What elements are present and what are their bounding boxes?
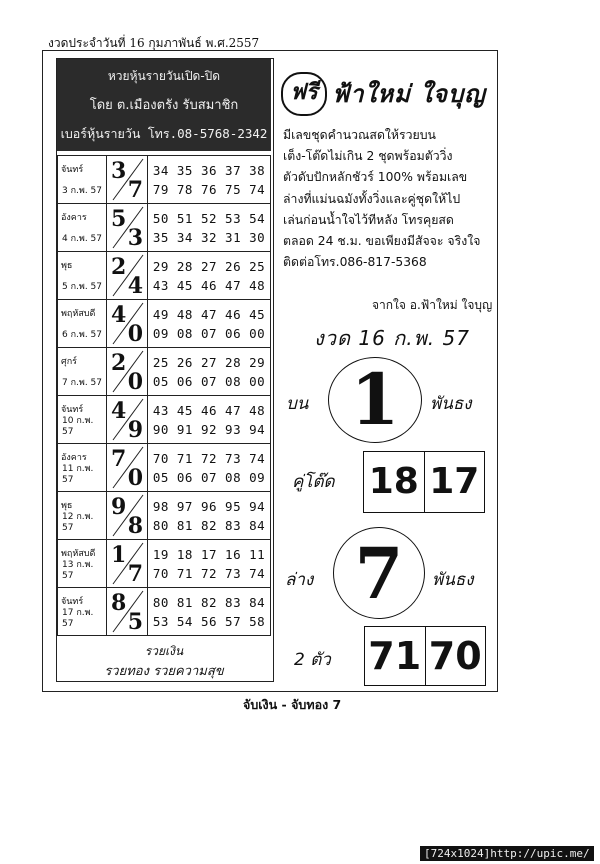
left-footer-line2: รวยทอง รวยความสุข (104, 664, 224, 679)
numbers-line-2: 35 34 32 31 30 (152, 229, 266, 245)
top-digit: 4 (111, 302, 127, 328)
numbers-line-2: 53 54 56 57 58 (152, 613, 266, 629)
table-row (58, 444, 271, 492)
left-footer (57, 640, 271, 680)
day-cell (58, 300, 107, 348)
day-cell (58, 156, 107, 204)
numbers-line-1: 50 51 52 53 54 (152, 210, 266, 226)
two-digit-box (364, 626, 486, 686)
digit-pair-cell (107, 300, 148, 348)
table-row (58, 204, 271, 252)
watermark: [724x1024]http://upic.me/ (420, 846, 594, 861)
digit-pair-cell (107, 204, 148, 252)
day-name: จันทร์ (61, 405, 84, 415)
banner-author: โดย ต.เมืองตรัง รับสมาชิก (89, 98, 239, 113)
two-digit-number-1: 71 (368, 634, 422, 678)
table-row (58, 396, 271, 444)
table-row (58, 156, 271, 204)
two-digit-label: 2 ตัว (294, 650, 331, 670)
day-cell (58, 396, 107, 444)
day-cell (58, 204, 107, 252)
day-date: 12 ก.พ. 57 (62, 512, 94, 533)
numbers-cell (148, 252, 271, 300)
digit-pair-cell (107, 588, 148, 636)
day-cell (58, 252, 107, 300)
top-digit: 8 (111, 590, 127, 616)
digit-pair-cell (107, 252, 148, 300)
bottom-digit: 4 (127, 273, 143, 299)
promo-line: ตลอด 24 ช.ม. ขอเพียงมีสัจจะ จริงใจ (283, 234, 481, 249)
numbers-line-1: 29 28 27 26 25 (152, 258, 266, 274)
day-name: พฤหัสบดี (61, 309, 96, 319)
bottom-digit: 3 (127, 225, 143, 251)
bottom-digit: 9 (127, 417, 143, 443)
bottom-digit: 0 (127, 321, 143, 347)
numbers-cell (148, 300, 271, 348)
promo-line: มีเลขชุดคำนวณสดให้รวยบน (283, 128, 436, 142)
day-date: 10 ก.พ. 57 (62, 416, 94, 437)
day-name: จันทร์ (61, 165, 84, 175)
promo-line: ติดต่อโทร.086-817-5368 (283, 255, 427, 270)
top-digit: 2 (111, 350, 127, 376)
numbers-line-2: 05 06 07 08 09 (152, 469, 266, 485)
top-digit: 9 (111, 494, 127, 520)
digit-pair-cell (107, 444, 148, 492)
digit-pair-cell (107, 348, 148, 396)
numbers-line-2: 70 71 72 73 74 (152, 565, 266, 581)
pair-number-1: 18 (368, 461, 419, 502)
banner-phone: เบอร์หุ้นรายวัน โทร.08-5768-2342 (60, 126, 268, 141)
day-name: อังคาร (61, 453, 87, 463)
numbers-line-2: 90 91 92 93 94 (152, 421, 266, 437)
day-date: 17 ก.พ. 57 (62, 608, 94, 629)
day-name: ศุกร์ (61, 357, 77, 367)
day-date: 7 ก.พ. 57 (62, 378, 103, 388)
day-name: พฤหัสบดี (61, 549, 96, 559)
digit-pair-cell (107, 396, 148, 444)
pair-number-2: 17 (424, 452, 485, 512)
upper-label: บน (286, 394, 309, 414)
numbers-line-1: 80 81 82 83 84 (152, 594, 266, 610)
numbers-line-1: 19 18 17 16 11 (152, 546, 266, 562)
signature: จากใจ อ.ฟ้าใหม่ ใจบุญ (372, 298, 493, 312)
table-row (58, 492, 271, 540)
numbers-line-2: 09 08 07 06 00 (152, 325, 266, 341)
results-table (57, 155, 271, 636)
promo-paragraph (283, 125, 493, 273)
day-name: พุธ (61, 501, 73, 511)
numbers-line-1: 25 26 27 28 29 (152, 354, 266, 370)
numbers-line-1: 70 71 72 73 74 (152, 450, 266, 466)
free-badge: ฟรี (281, 72, 327, 116)
page-footer: จับเงิน - จับทอง 7 (243, 697, 342, 712)
draw-date: งวด 16 ก.พ. 57 (314, 326, 470, 350)
table-row (58, 300, 271, 348)
day-date: 11 ก.พ. 57 (62, 464, 94, 485)
day-date: 3 ก.พ. 57 (62, 186, 103, 196)
numbers-cell (148, 540, 271, 588)
numbers-cell (148, 444, 271, 492)
bottom-digit: 0 (127, 369, 143, 395)
bottom-digit: 7 (127, 561, 143, 587)
top-digit: 2 (111, 254, 127, 280)
promo-line: เต็ง-โต๊ดไม่เกิน 2 ชุดพร้อมตัววิ่ง (283, 149, 453, 164)
numbers-cell (148, 492, 271, 540)
numbers-line-1: 98 97 96 95 94 (152, 498, 266, 514)
bottom-digit: 7 (127, 177, 143, 203)
table-row (58, 588, 271, 636)
numbers-cell (148, 396, 271, 444)
headline: ฟ้าใหม่ ใจบุญ (332, 79, 486, 108)
lower-label: ล่าง (285, 570, 314, 590)
day-cell (58, 540, 107, 588)
banner (57, 59, 271, 151)
lower-digit-circle: 7 (333, 527, 425, 619)
bottom-digit: 0 (127, 465, 143, 491)
table-row (58, 540, 271, 588)
lower-suffix: พันธง (432, 570, 474, 590)
numbers-line-1: 34 35 36 37 38 (152, 162, 266, 178)
pair-label: คู่โต๊ด (292, 472, 335, 492)
day-date: 5 ก.พ. 57 (62, 282, 103, 292)
numbers-line-2: 43 45 46 47 48 (152, 277, 266, 293)
digit-pair-cell (107, 156, 148, 204)
numbers-line-2: 80 81 82 83 84 (152, 517, 266, 533)
numbers-line-2: 79 78 76 75 74 (152, 181, 266, 197)
day-date: 13 ก.พ. 57 (62, 560, 94, 581)
top-digit: 1 (111, 542, 127, 568)
table-row (58, 348, 271, 396)
digit-pair-cell (107, 492, 148, 540)
day-name: พุธ (61, 261, 73, 271)
table-row (58, 252, 271, 300)
day-name: อังคาร (61, 213, 87, 223)
left-footer-line1: รวยเงิน (144, 644, 184, 658)
numbers-line-2: 05 06 07 08 00 (152, 373, 266, 389)
numbers-cell (148, 348, 271, 396)
top-digit: 3 (111, 158, 127, 184)
promo-line: เล่นก่อนน้ำใจไว้ทีหลัง โทรคุยสด (283, 212, 454, 227)
pair-box (363, 451, 485, 513)
day-cell (58, 588, 107, 636)
top-digit: 4 (111, 398, 127, 424)
day-cell (58, 348, 107, 396)
digit-pair-cell (107, 540, 148, 588)
numbers-cell (148, 156, 271, 204)
numbers-line-1: 49 48 47 46 45 (152, 306, 266, 322)
numbers-line-1: 43 45 46 47 48 (152, 402, 266, 418)
two-digit-number-2: 70 (425, 627, 486, 685)
top-digit: 7 (111, 446, 127, 472)
day-name: จันทร์ (61, 597, 84, 607)
day-date: 6 ก.พ. 57 (62, 330, 103, 340)
promo-line: ล่างที่แม่นฉมังทั้งวิ่งและคู่ชุดให้ไป (283, 191, 461, 206)
day-cell (58, 444, 107, 492)
day-date: 4 ก.พ. 57 (62, 234, 103, 244)
bottom-digit: 8 (127, 513, 143, 539)
day-cell (58, 492, 107, 540)
top-digit: 5 (111, 206, 127, 232)
numbers-cell (148, 588, 271, 636)
issue-line: งวดประจำวันที่ 16 กุมภาพันธ์ พ.ศ.2557 (48, 36, 260, 50)
upper-suffix: พันธง (430, 394, 472, 414)
bottom-digit: 5 (127, 609, 143, 635)
upper-digit-circle: 1 (328, 357, 422, 443)
numbers-cell (148, 204, 271, 252)
banner-title: หวยหุ้นรายวันเปิด-ปิด (107, 69, 221, 83)
promo-line: ตัวดับปักหลักชัวร์ 100% พร้อมเลข (283, 170, 468, 185)
